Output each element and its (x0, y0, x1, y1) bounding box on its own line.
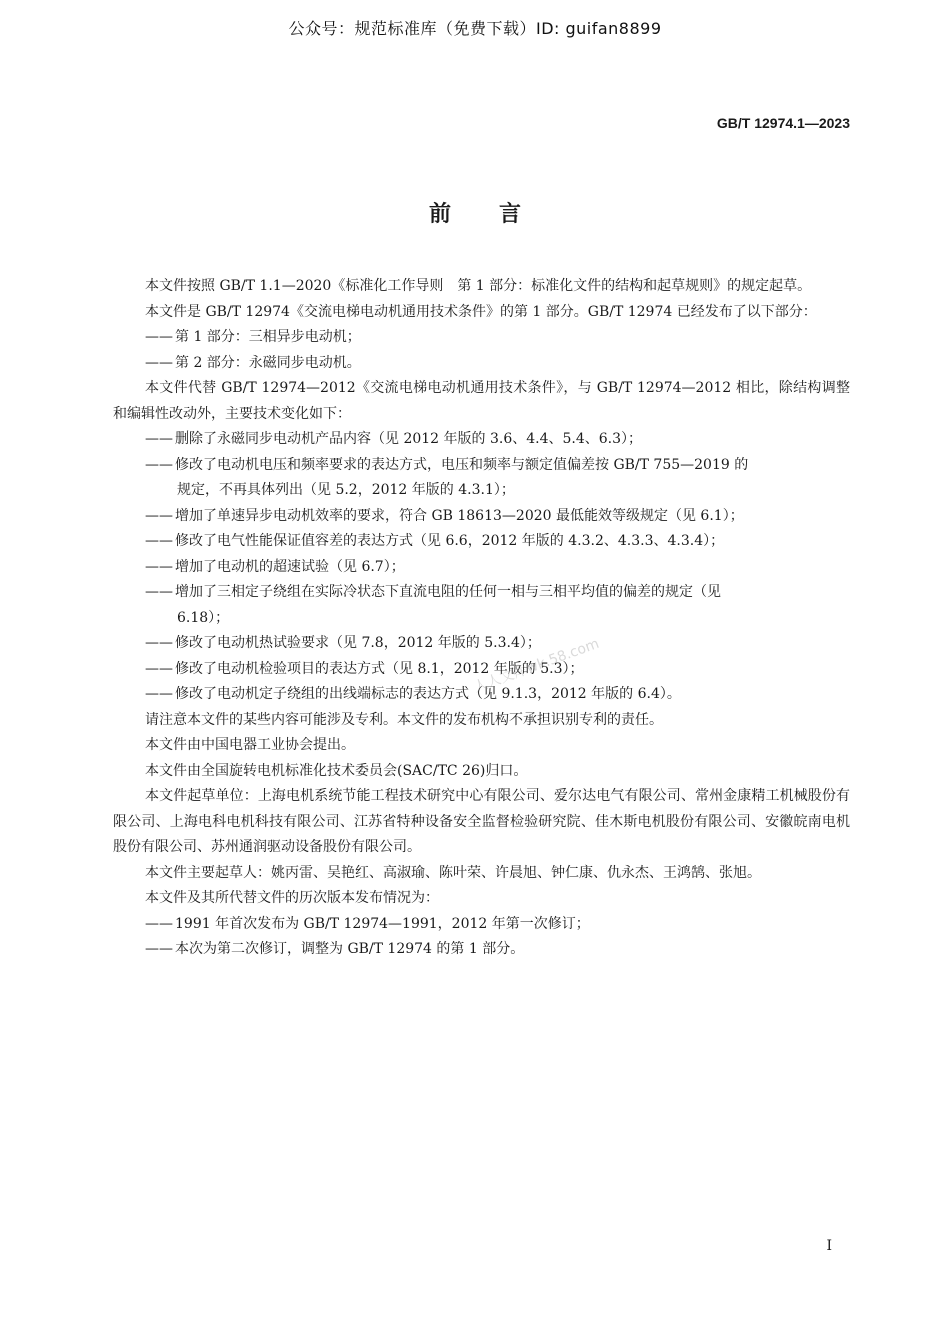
paragraph: 本文件由全国旋转电机标准化技术委员会(SAC/TC 26)归口。 (145, 762, 528, 779)
list-item: —— 增加了三相定子绕组在实际冷状态下直流电阻的任何一相与三相平均值的偏差的规定（见 (145, 584, 721, 600)
dash: —— (145, 558, 173, 575)
paragraph: 本文件起草单位：上海电机系统节能工程技术研究中心有限公司、爱尔达电气有限公司、常州金康精工机械股份有限公司、上海电科电机科技有限公司、江苏省特种设备安全监督检验研究院、佳木斯电机股份有限公司、安徽皖南电机股份有限公司、苏州通润驱动设备股份有限公司。 (113, 788, 850, 855)
dash: —— (145, 431, 173, 447)
paragraph: 本文件由中国电器工业协会提出。 (145, 737, 355, 753)
dash: —— (145, 329, 173, 345)
watermark: 人人文库wk.58.com (471, 635, 602, 697)
list-item: —— 修改了电气性能保证值容差的表达方式（见 6.6，2012 年版的 4.3.2、4.3.3、4.3.4）； (145, 533, 725, 549)
list-item: —— 1991 年首次发布为 GB/T 12974—1991，2012 年第一次修订； (145, 915, 590, 932)
header-note: 公众号：规范标准库（免费下载）ID: guifan8899 (288, 19, 662, 38)
standard-code: GB/T 12974.1—2023 (716, 115, 850, 131)
list-item: —— 修改了电动机电压和频率要求的表达方式，电压和频率与额定值偏差按 GB/T 755—2019 的 (145, 456, 749, 473)
page-number: I (826, 1238, 832, 1254)
paragraph: 本文件代替 GB/T 12974—2012《交流电梯电动机通用技术条件》，与 GB/T 12974—2012 相比，除结构调整和编辑性改动外，主要技术变化如下： (113, 380, 850, 422)
list-item: —— 增加了单速异步电动机效率的要求，符合 GB 18613—2020 最低能效等级规定（见 6.1）； (145, 507, 744, 524)
list-item-continuation: 6.18）； (177, 609, 230, 626)
list-item: —— 增加了电动机的超速试验（见 6.7）； (145, 558, 405, 575)
dash: —— (145, 456, 173, 473)
dash: —— (145, 660, 173, 677)
dash: —— (145, 354, 173, 371)
list-item-continuation: 规定，不再具体列出（见 5.2，2012 年版的 4.3.1）； (177, 482, 515, 498)
list-item: —— 修改了电动机热试验要求（见 7.8，2012 年版的 5.3.4）； (145, 635, 541, 651)
paragraph: 本文件按照 GB/T 1.1—2020《标准化工作导则 第 1 部分：标准化文件的结构和起草规则》的规定起草。 (145, 278, 812, 294)
paragraph: 本文件主要起草人：姚丙雷、吴艳红、高淑瑜、陈叶荣、许晨旭、钟仁康、仇永杰、王鸿鹄、张旭。 (145, 864, 761, 881)
list-item: —— 修改了电动机检验项目的表达方式（见 8.1，2012 年版的 5.3）； (145, 660, 584, 677)
list-item: —— 删除了永磁同步电动机产品内容（见 2012 年版的 3.6、4.4、5.4、6.3）； (145, 431, 643, 447)
list-item: —— 第 1 部分：三相异步电动机； (145, 329, 361, 345)
list-item: —— 第 2 部分：永磁同步电动机。 (145, 354, 361, 371)
dash: —— (145, 686, 173, 702)
dash: —— (145, 915, 173, 932)
document-body (113, 274, 850, 963)
dash: —— (145, 533, 173, 549)
dash: —— (145, 584, 173, 600)
list-item: —— 修改了电动机定子绕组的出线端标志的表达方式（见 9.1.3，2012 年版的 6.4）。 (145, 686, 681, 702)
dash: —— (145, 941, 173, 957)
dash: —— (145, 507, 173, 524)
dash: —— (145, 635, 173, 651)
paragraph: 本文件是 GB/T 12974《交流电梯电动机通用技术条件》的第 1 部分。GB/T 12974 已经发布了以下部分： (145, 303, 817, 320)
paragraph: 请注意本文件的某些内容可能涉及专利。本文件的发布机构不承担识别专利的责任。 (145, 711, 663, 728)
page-title: 前言 (428, 202, 569, 227)
list-item: —— 本次为第二次修订，调整为 GB/T 12974 的第 1 部分。 (145, 941, 525, 957)
paragraph: 本文件及其所代替文件的历次版本发布情况为： (145, 890, 439, 906)
